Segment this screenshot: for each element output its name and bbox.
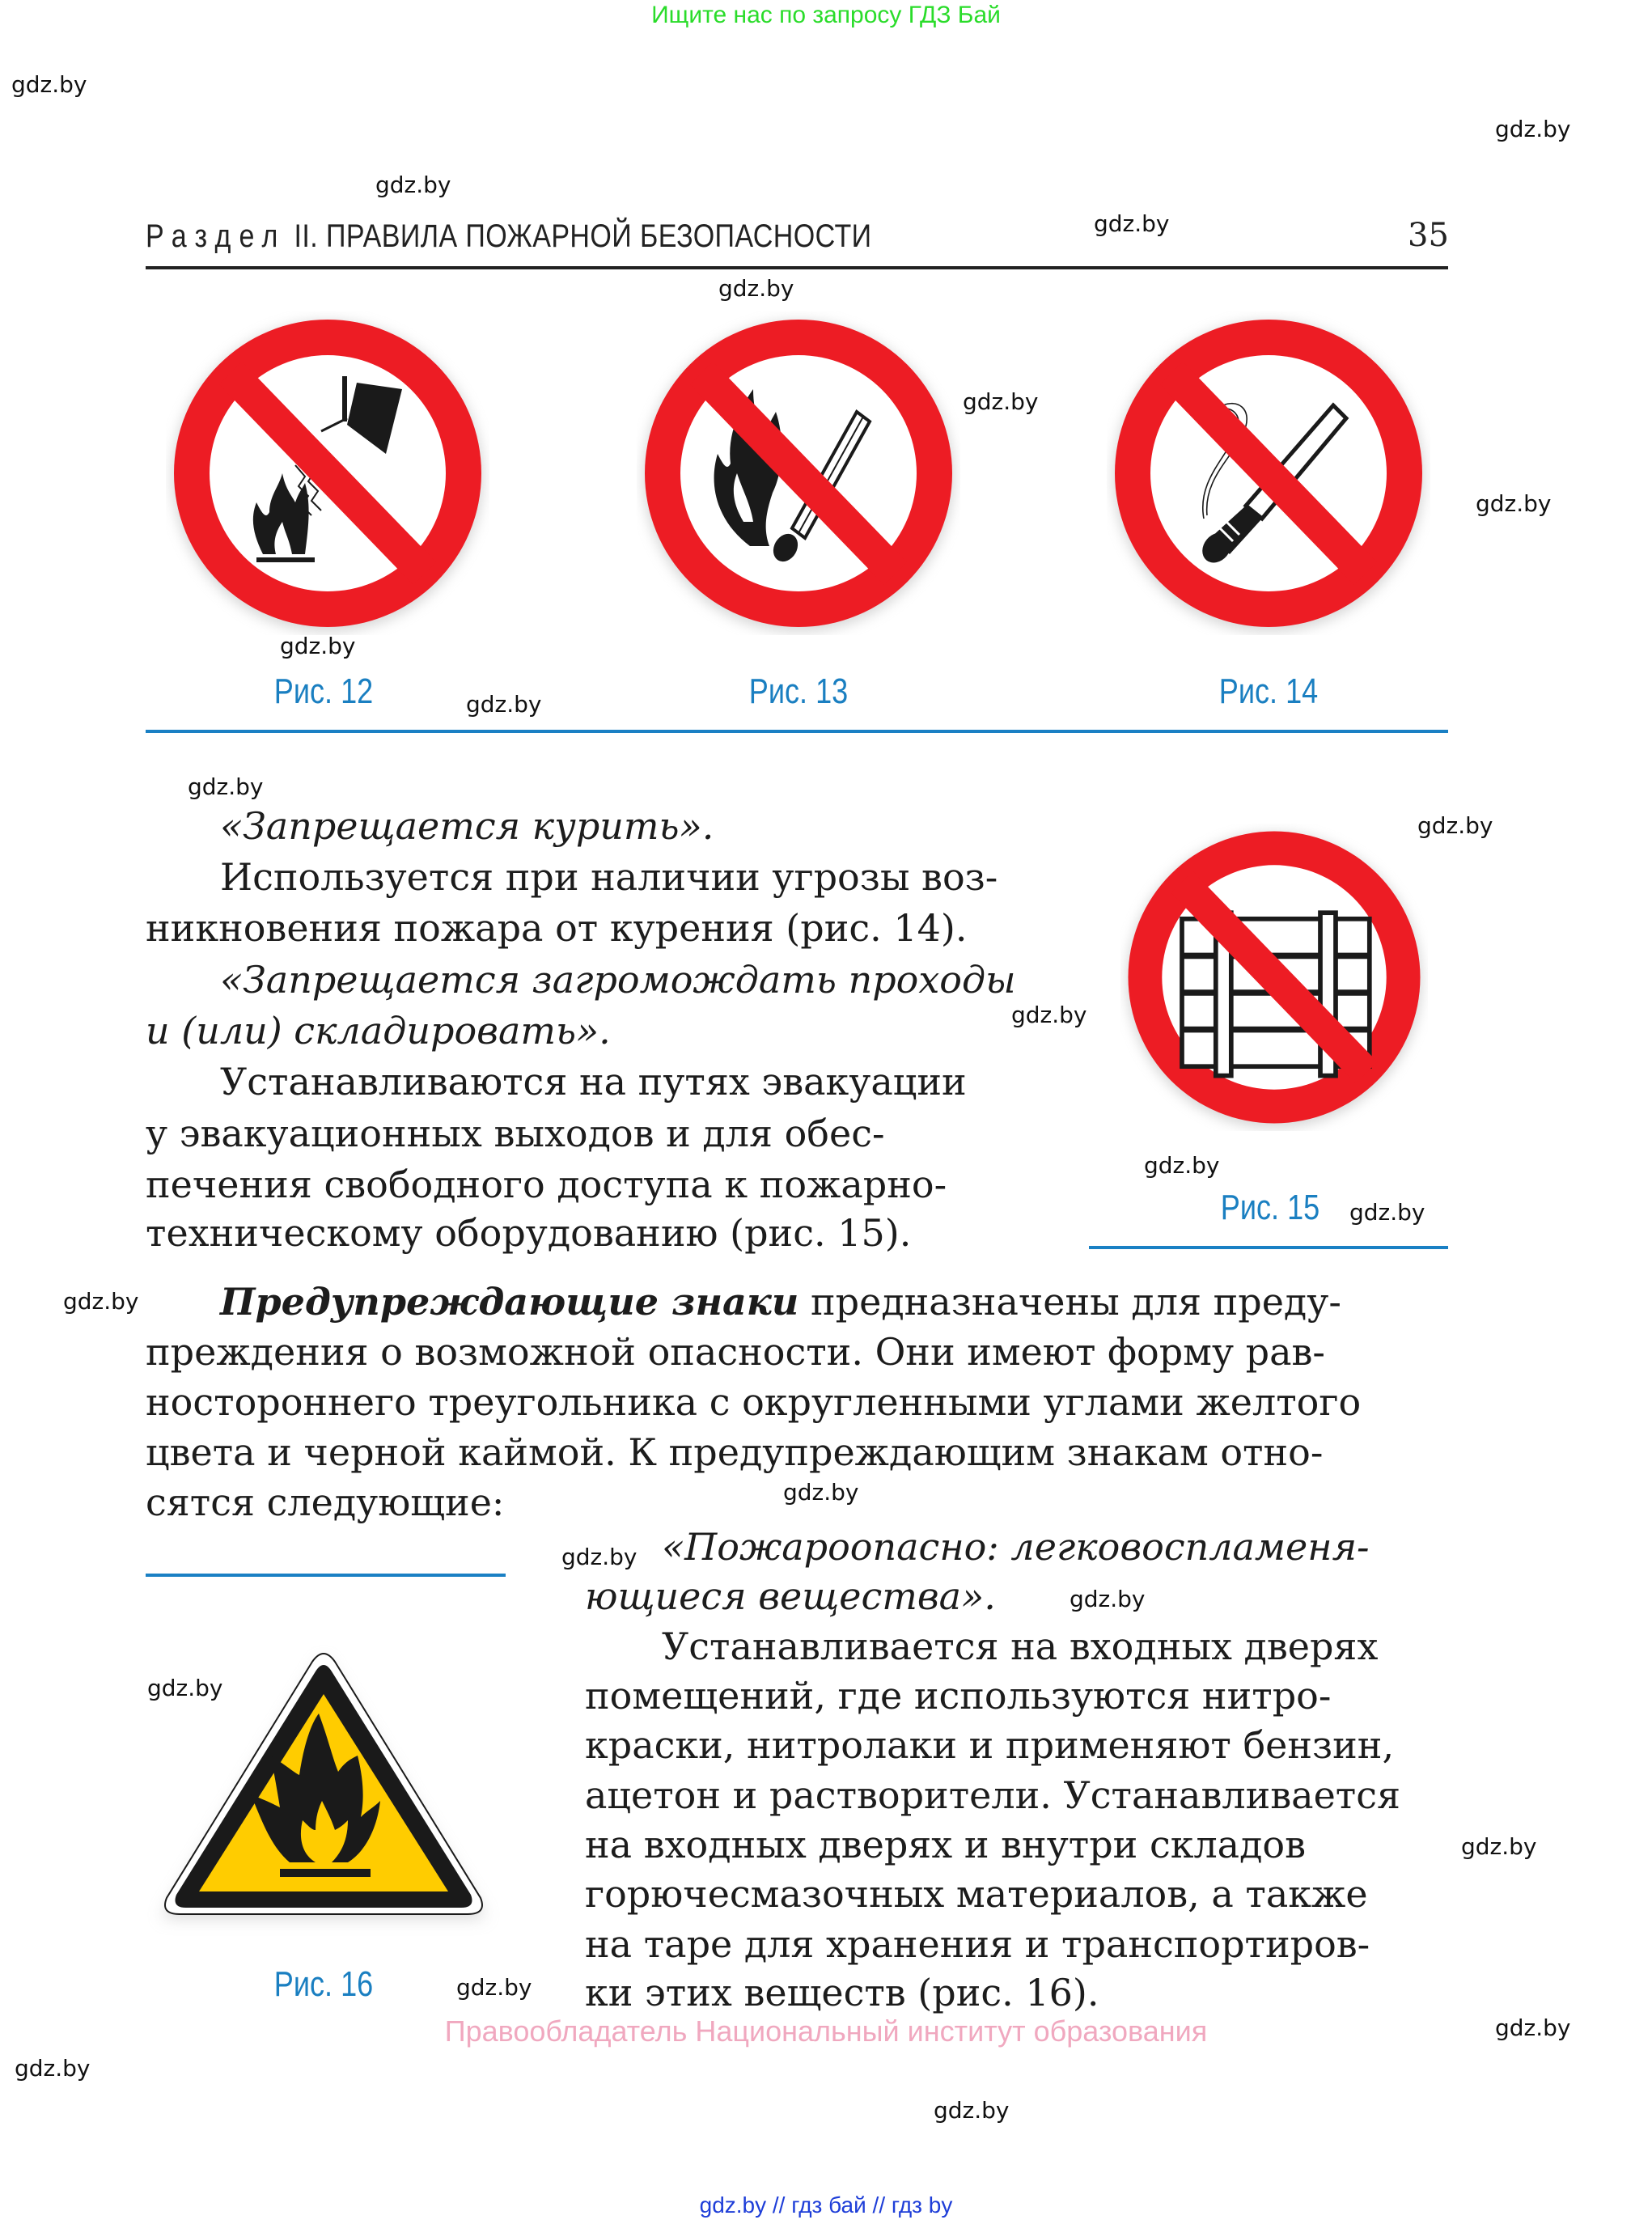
watermark: gdz.by: [188, 773, 264, 800]
paragraph-line: горючесмазочных материалов, а также: [585, 1872, 1368, 1916]
watermark: gdz.by: [11, 71, 87, 98]
watermark: gdz.by: [15, 2055, 91, 2082]
figure-caption-14: Рис. 14: [1218, 671, 1319, 711]
paragraph-line: на входных дверях и внутри складов: [585, 1823, 1307, 1866]
search-banner: Ищите нас по запросу ГДЗ Бай: [651, 2, 1001, 28]
paragraph-line: у эвакуационных выходов и для обес-: [146, 1112, 885, 1155]
figure-caption-16: Рис. 16: [273, 1964, 374, 2004]
watermark: gdz.by: [1349, 1199, 1425, 1226]
watermark: gdz.by: [783, 1479, 859, 1506]
figure-caption-12: Рис. 12: [273, 671, 374, 711]
section-header: [146, 218, 872, 255]
paragraph-line: Устанавливаются на путях эвакуации: [220, 1060, 967, 1104]
paragraph-line: ки этих веществ (рис. 16).: [585, 1971, 1099, 2014]
footer-links[interactable]: gdz.by // гдз бай // гдз by: [699, 2192, 953, 2218]
paragraph-line: цвета и черной каймой. К предупреждающим знакам отно-: [146, 1430, 1324, 1474]
watermark: gdz.by: [456, 1974, 532, 2001]
no-water-extinguishing-icon: [166, 311, 489, 635]
watermark: gdz.by: [1094, 210, 1170, 237]
paragraph-line: краски, нитролаки и применяют бензин,: [585, 1723, 1395, 1767]
paragraph-line: [220, 1280, 1341, 1324]
watermark: gdz.by: [466, 691, 542, 718]
term-warning-signs: Предупреждающие знаки: [220, 1280, 799, 1324]
figure-16-divider: [146, 1574, 506, 1577]
watermark: gdz.by: [934, 2097, 1010, 2124]
watermark: gdz.by: [375, 172, 451, 198]
paragraph-line: на таре для хранения и транспортиров-: [585, 1922, 1370, 1966]
figure-15-divider: [1089, 1246, 1448, 1249]
paragraph-line: Устанавливается на входных дверях: [662, 1625, 1379, 1668]
watermark: gdz.by: [1011, 1002, 1087, 1028]
watermark: gdz.by: [147, 1675, 223, 1701]
paragraph-line: «Запрещается загромождать проходы: [220, 958, 1016, 1002]
watermark: gdz.by: [63, 1288, 139, 1315]
paragraph-line: печения свободного доступа к пожарно-: [146, 1163, 947, 1206]
paragraph-line: помещений, где используются нитро-: [585, 1674, 1332, 1718]
page-number: 35: [1408, 217, 1449, 254]
paragraph-line: ностороннего треугольника с округленными углами желтого: [146, 1380, 1362, 1424]
paragraph-line: «Пожароопасно: легковоспламеня-: [662, 1525, 1370, 1569]
paragraph-line: ющиеся вещества».: [585, 1574, 996, 1618]
watermark: gdz.by: [1495, 116, 1571, 142]
section-title: II. ПРАВИЛА ПОЖАРНОЙ БЕЗОПАСНОСТИ: [294, 218, 872, 254]
watermark: gdz.by: [1461, 1833, 1537, 1860]
watermark: gdz.by: [963, 388, 1039, 415]
paragraph-line: ацетон и растворители. Устанавливается: [585, 1773, 1401, 1817]
paragraph-line: сятся следующие:: [146, 1481, 505, 1524]
figure-caption-13: Рис. 13: [748, 671, 849, 711]
no-smoking-icon: [1107, 311, 1430, 635]
section-prefix: Раздел: [146, 218, 286, 254]
no-open-flame-icon: [637, 311, 960, 635]
watermark: gdz.by: [561, 1544, 638, 1570]
paragraph-line: и (или) складировать».: [146, 1009, 611, 1053]
watermark: gdz.by: [1144, 1152, 1220, 1179]
watermark: gdz.by: [1495, 2014, 1571, 2041]
watermark: gdz.by: [718, 275, 794, 302]
flammable-warning-icon: [138, 1626, 510, 1950]
paragraph-line: преждения о возможной опасности. Они имеют форму рав-: [146, 1330, 1325, 1374]
copyright-notice: Правообладатель Национальный институт образования: [444, 2014, 1208, 2048]
header-divider: [146, 266, 1448, 269]
watermark: gdz.by: [280, 633, 356, 659]
paragraph-text: предназначены для преду-: [810, 1280, 1341, 1324]
watermark: gdz.by: [1417, 812, 1493, 839]
watermark: gdz.by: [1476, 490, 1552, 517]
figure-row-divider: [146, 730, 1448, 733]
no-obstruction-storage-icon: [1120, 824, 1428, 1131]
paragraph-line: Используется при наличии угрозы воз-: [220, 855, 998, 899]
watermark: gdz.by: [1070, 1586, 1146, 1612]
paragraph-line: техническому оборудованию (рис. 15).: [146, 1211, 912, 1255]
figure-caption-15: Рис. 15: [1220, 1188, 1320, 1227]
paragraph-line: «Запрещается курить».: [220, 804, 714, 848]
paragraph-line: никновения пожара от курения (рис. 14).: [146, 906, 968, 950]
